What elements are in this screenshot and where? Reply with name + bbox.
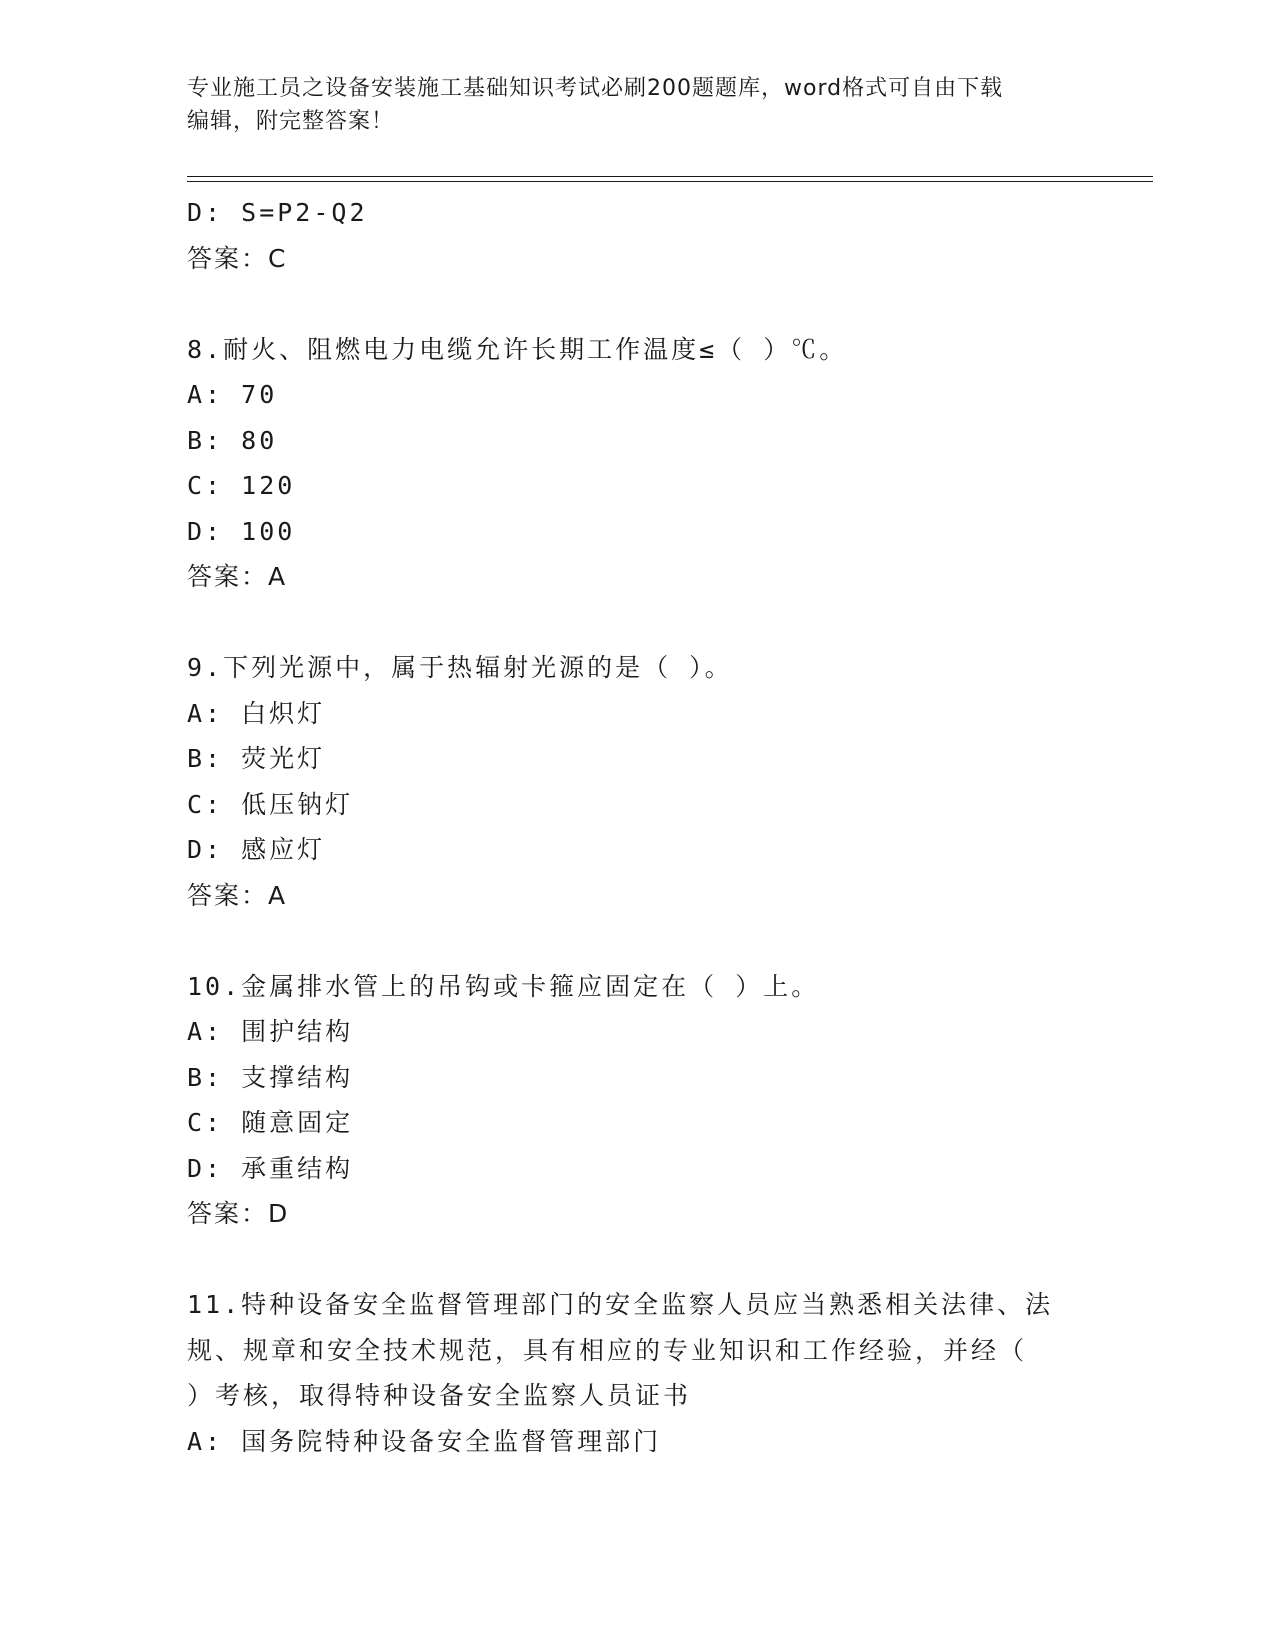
header-title-line-2: 编辑，附完整答案！ bbox=[187, 109, 395, 134]
option-a: A: 围护结构 bbox=[187, 1017, 354, 1046]
option-a: A: 白炽灯 bbox=[187, 698, 326, 728]
question-stem: 9.下列光源中，属于热辐射光源的是（ ）。 bbox=[187, 653, 733, 682]
option-c: C: 120 bbox=[187, 471, 296, 500]
option-b: B: 支撑结构 bbox=[187, 1062, 354, 1092]
question-stem-line-1: 11.特种设备安全监督管理部门的安全监察人员应当熟悉相关法律、法 bbox=[187, 1290, 1054, 1319]
option-b: B: 荧光灯 bbox=[187, 744, 326, 773]
question-list bbox=[187, 190, 1087, 1464]
option-d: D: S=P2-Q2 bbox=[187, 198, 368, 227]
spacer bbox=[187, 1237, 1087, 1283]
document-header bbox=[187, 72, 1087, 138]
question-11 bbox=[187, 1282, 1087, 1464]
question-stem-line-3: ）考核，取得特种设备安全监察人员证书 bbox=[187, 1381, 692, 1410]
option-a: A: 国务院特种设备安全监督管理部门 bbox=[187, 1426, 662, 1456]
question-stem: 8.耐火、阻燃电力电缆允许长期工作温度≤（ ）℃。 bbox=[187, 334, 848, 364]
header-divider-top bbox=[187, 176, 1153, 177]
answer-label: 答案：A bbox=[187, 562, 288, 591]
answer-label: 答案：D bbox=[187, 1199, 290, 1228]
spacer bbox=[187, 281, 1087, 327]
question-stem: 10.金属排水管上的吊钩或卡箍应固定在（ ）上。 bbox=[187, 971, 820, 1001]
question-10 bbox=[187, 964, 1087, 1237]
question-stem-line-2: 规、规章和安全技术规范，具有相应的专业知识和工作经验，并经（ bbox=[187, 1335, 1028, 1365]
question-7-tail bbox=[187, 190, 1087, 281]
option-d: D: 感应灯 bbox=[187, 835, 326, 864]
option-b: B: 80 bbox=[187, 425, 278, 455]
option-c: C: 低压钠灯 bbox=[187, 789, 354, 819]
option-c: C: 随意固定 bbox=[187, 1108, 354, 1137]
option-d: D: 承重结构 bbox=[187, 1153, 354, 1183]
question-9 bbox=[187, 645, 1087, 918]
answer-label: 答案：C bbox=[187, 243, 288, 273]
answer-label: 答案：A bbox=[187, 880, 288, 910]
option-d: D: 100 bbox=[187, 516, 296, 546]
spacer bbox=[187, 600, 1087, 646]
header-divider-bottom bbox=[187, 181, 1153, 182]
spacer bbox=[187, 918, 1087, 964]
option-a: A: 70 bbox=[187, 380, 278, 409]
question-8 bbox=[187, 327, 1087, 600]
header-title-line-1: 专业施工员之设备安装施工基础知识考试必刷200题题库，word格式可自由下载 bbox=[187, 76, 1004, 101]
